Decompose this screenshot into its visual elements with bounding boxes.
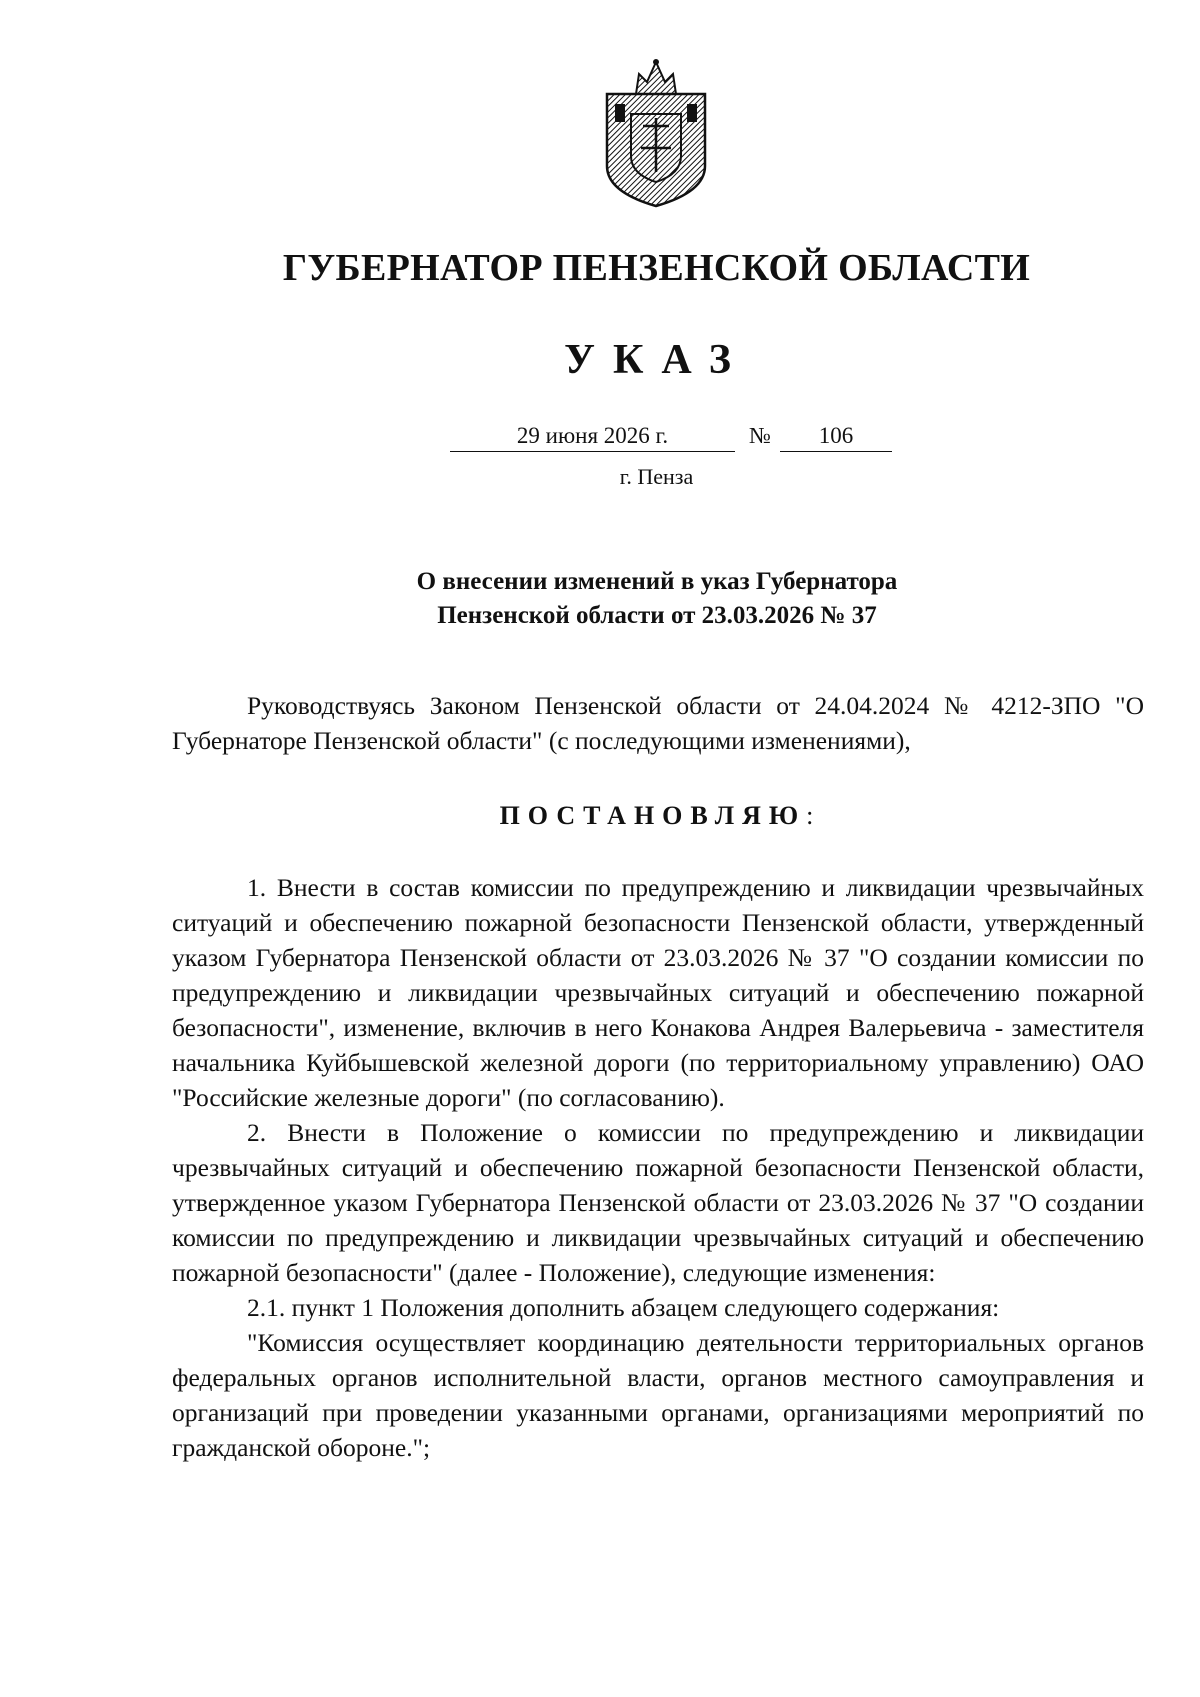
penza-coat-of-arms-icon (601, 56, 711, 208)
subject-line-1: О внесении изменений в указ Губернатора (416, 568, 898, 595)
decree-body (172, 870, 1144, 1465)
number-sign: № (749, 423, 771, 448)
paragraph-1: 1. Внести в состав комиссии по предупреждению и ликвидации чрезвычайных ситуаций и обеспечению пожарной безопасности Пензенской области, утвержденный указом Губернатора Пензенской области от 23.03.2026 № 37 "О создании комиссии по предупреждению и ликвидации чрезвычайных ситуаций и обеспечению пожарной безопасности", изменение, включив в него Конакова Андрея Валерьевича - заместителя начальника Куйбышевской железной дороги (по территориальному управлению) ОАО "Российские железные дороги" (по согласованию). (172, 873, 1144, 1112)
paragraph-2: 2. Внести в Положение о комиссии по предупреждению и ликвидации чрезвычайных ситуаций и обеспечению пожарной безопасности Пензенской области, утвержденное указом Губернатора Пензенской области от 23.03.2026 № 37 "О создании комиссии по предупреждению и ликвидации чрезвычайных ситуаций и обеспечению пожарной безопасности" (далее - Положение), следующие изменения: (172, 1118, 1144, 1287)
quoted-amendment: "Комиссия осуществляет координацию деятельности территориальных органов федеральных органов исполнительной власти, органов местного самоуправления и организаций при проведении указанными органами, организациями мероприятий по гражданской обороне."; (172, 1328, 1144, 1462)
document-date: 29 июня 2026 г. (450, 421, 735, 452)
document-type-title: УКАЗ (564, 337, 749, 383)
decree-word: ПОСТАНОВЛЯЮ (499, 801, 807, 830)
document-number: 106 (780, 421, 892, 452)
paragraph-2-1: 2.1. пункт 1 Положения дополнить абзацем следующего содержания: (247, 1293, 1000, 1322)
city-of-issue: г. Пенза (619, 464, 694, 489)
document-subject (300, 565, 1014, 633)
subject-line-2: Пензенской области от 23.03.2026 № 37 (437, 602, 877, 629)
decree-heading (0, 801, 1200, 831)
legal-basis (172, 688, 1144, 758)
issuing-authority: ГУБЕРНАТОР ПЕНЗЕНСКОЙ ОБЛАСТИ (282, 247, 1031, 289)
decree-colon: : (806, 801, 814, 830)
basis-paragraph: Руководствуясь Законом Пензенской области от 24.04.2024 № 4212-ЗПО "О Губернаторе Пензенской области" (с последующими изменениями), (172, 691, 1144, 755)
